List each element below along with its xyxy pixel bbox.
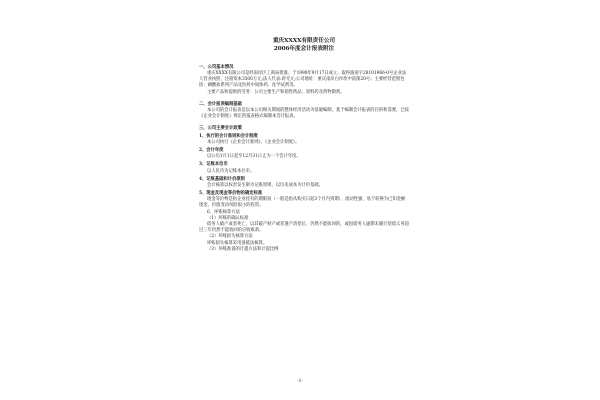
report-subtitle: 2006年度会计报表附注 — [273, 45, 335, 52]
subsection-heading: 6、坏账核算方法 — [207, 210, 240, 216]
section-heading: 一、公司基本情况 — [199, 65, 234, 71]
paragraph: 重庆XXXX有限公司是经南岸区工商局批准，于1998年9月17日成立，取得渝南字28101966-0号企业法人营业执照，注册资本3500万元;法人代表:蒋光元;公司地址：重庆南岸白沙坎中前街20号；主要经营范围包括：磷酸盐系列产品及医药中间体药、化学试剂等。 — [199, 71, 407, 89]
paragraph: 以公历1月1日起至12月31日止为一个会计年度。 — [207, 154, 301, 160]
company-title: 重庆XXXX有限责任公司 — [272, 38, 336, 44]
paragraph: 以人民币为记账本位币。 — [207, 168, 255, 174]
paragraph: 本公司的会计报表是以本公司相关期间的整体经济活动为基础编制，基于编制会计报表的目的和需要，已按《企业会计制度》规定的报表格式编制本会计报表。 — [199, 107, 409, 119]
list-item: （1）坏账的确认标准 — [207, 216, 249, 222]
document-body — [199, 38, 409, 253]
section-heading: 二、会计报表编制基础 — [199, 101, 242, 107]
subsection-heading: 4、记账基础和计价原则 — [199, 176, 245, 182]
page-number: -1- — [297, 379, 303, 384]
paragraph: 会计核算以权责发生制为记账原则，以历史成本为计价基础。 — [207, 182, 324, 188]
paragraph: 主要产品和提供的劳务：公司主要生产和销售药品、原料药及药物制剂。 — [207, 89, 345, 95]
paragraph: 坏账损失核算采用备抵法核算。 — [207, 240, 268, 246]
paragraph: 债务人破产或者死亡，以其破产财产或者遗产清偿后，仍然不能收回的，或因债务人逾期未履行偿债义务超过三年仍然不能收回的应收账款。 — [199, 222, 409, 234]
subsection-heading: 3、记账本位币 — [199, 162, 228, 168]
paragraph: 现金等价物是指企业持有的期限短（一般是指从购买日起3个月内到期）、流动性强、易于转换为已知金额现金、价值变动风险很小的投资。 — [199, 196, 406, 208]
paragraph: 本公司执行《企业会计准则》、《企业会计制度》。 — [207, 140, 300, 146]
subsection-heading: 2、会计年度 — [199, 148, 224, 154]
subsection-heading: 1、执行的会计准则和会计制度 — [199, 134, 258, 140]
list-item: （3）坏账准备的计提方法和计提比例 — [207, 246, 279, 252]
subsection-heading: 5、现金及现金等价物的确定标准 — [199, 190, 263, 196]
list-item: （2）坏账损失核算方法 — [207, 234, 253, 240]
section-heading: 三、公司主要会计政策 — [199, 125, 242, 131]
